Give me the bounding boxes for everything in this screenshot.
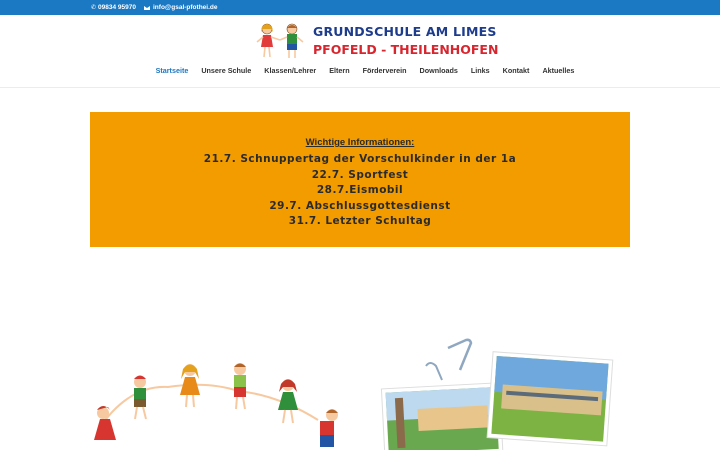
school-photos-collage — [378, 338, 628, 450]
info-list — [90, 152, 630, 230]
info-line: 28.7.Eismobil — [316, 184, 404, 196]
phone-icon: ✆ — [91, 4, 97, 11]
main-navigation — [0, 66, 720, 75]
nav-item-foerderverein[interactable]: Förderverein — [362, 66, 407, 75]
envelope-icon — [144, 6, 150, 10]
info-title: Wichtige Informationen: — [305, 137, 415, 148]
important-info-box — [90, 112, 630, 247]
nav-item-downloads[interactable]: Downloads — [419, 66, 458, 75]
info-line: 29.7. Abschlussgottesdienst — [269, 199, 451, 212]
email-link[interactable] — [144, 4, 217, 11]
logo-title: GRUNDSCHULE AM LIMES — [313, 24, 497, 39]
info-line: 21.7. Schnuppertag der Vorschulkinder in der 1a — [203, 153, 517, 165]
site-header — [0, 15, 720, 88]
nav-item-links[interactable]: Links — [470, 66, 490, 75]
phone-number: 09834 95970 — [98, 4, 136, 11]
nav-item-eltern[interactable]: Eltern — [329, 66, 350, 75]
top-bar — [0, 0, 720, 15]
logo-subtitle: PFOFELD - THEILENHOFEN — [313, 42, 499, 57]
nav-item-startseite[interactable]: Startseite — [155, 66, 189, 75]
nav-item-unsere-schule[interactable]: Unsere Schule — [201, 66, 252, 75]
phone-link[interactable] — [91, 4, 136, 11]
logo-kids-icon — [254, 21, 306, 61]
nav-item-klassen-lehrer[interactable]: Klassen/Lehrer — [264, 66, 317, 75]
email-address: info@gsal-pfothei.de — [153, 4, 218, 11]
children-holding-hands-illustration — [88, 355, 348, 450]
info-line: 22.7. Sportfest — [311, 168, 409, 181]
nav-item-kontakt[interactable]: Kontakt — [502, 66, 530, 75]
nav-item-aktuelles[interactable]: Aktuelles — [542, 66, 575, 75]
school-logo[interactable] — [254, 21, 499, 61]
info-line: 31.7. Letzter Schultag — [288, 215, 432, 227]
